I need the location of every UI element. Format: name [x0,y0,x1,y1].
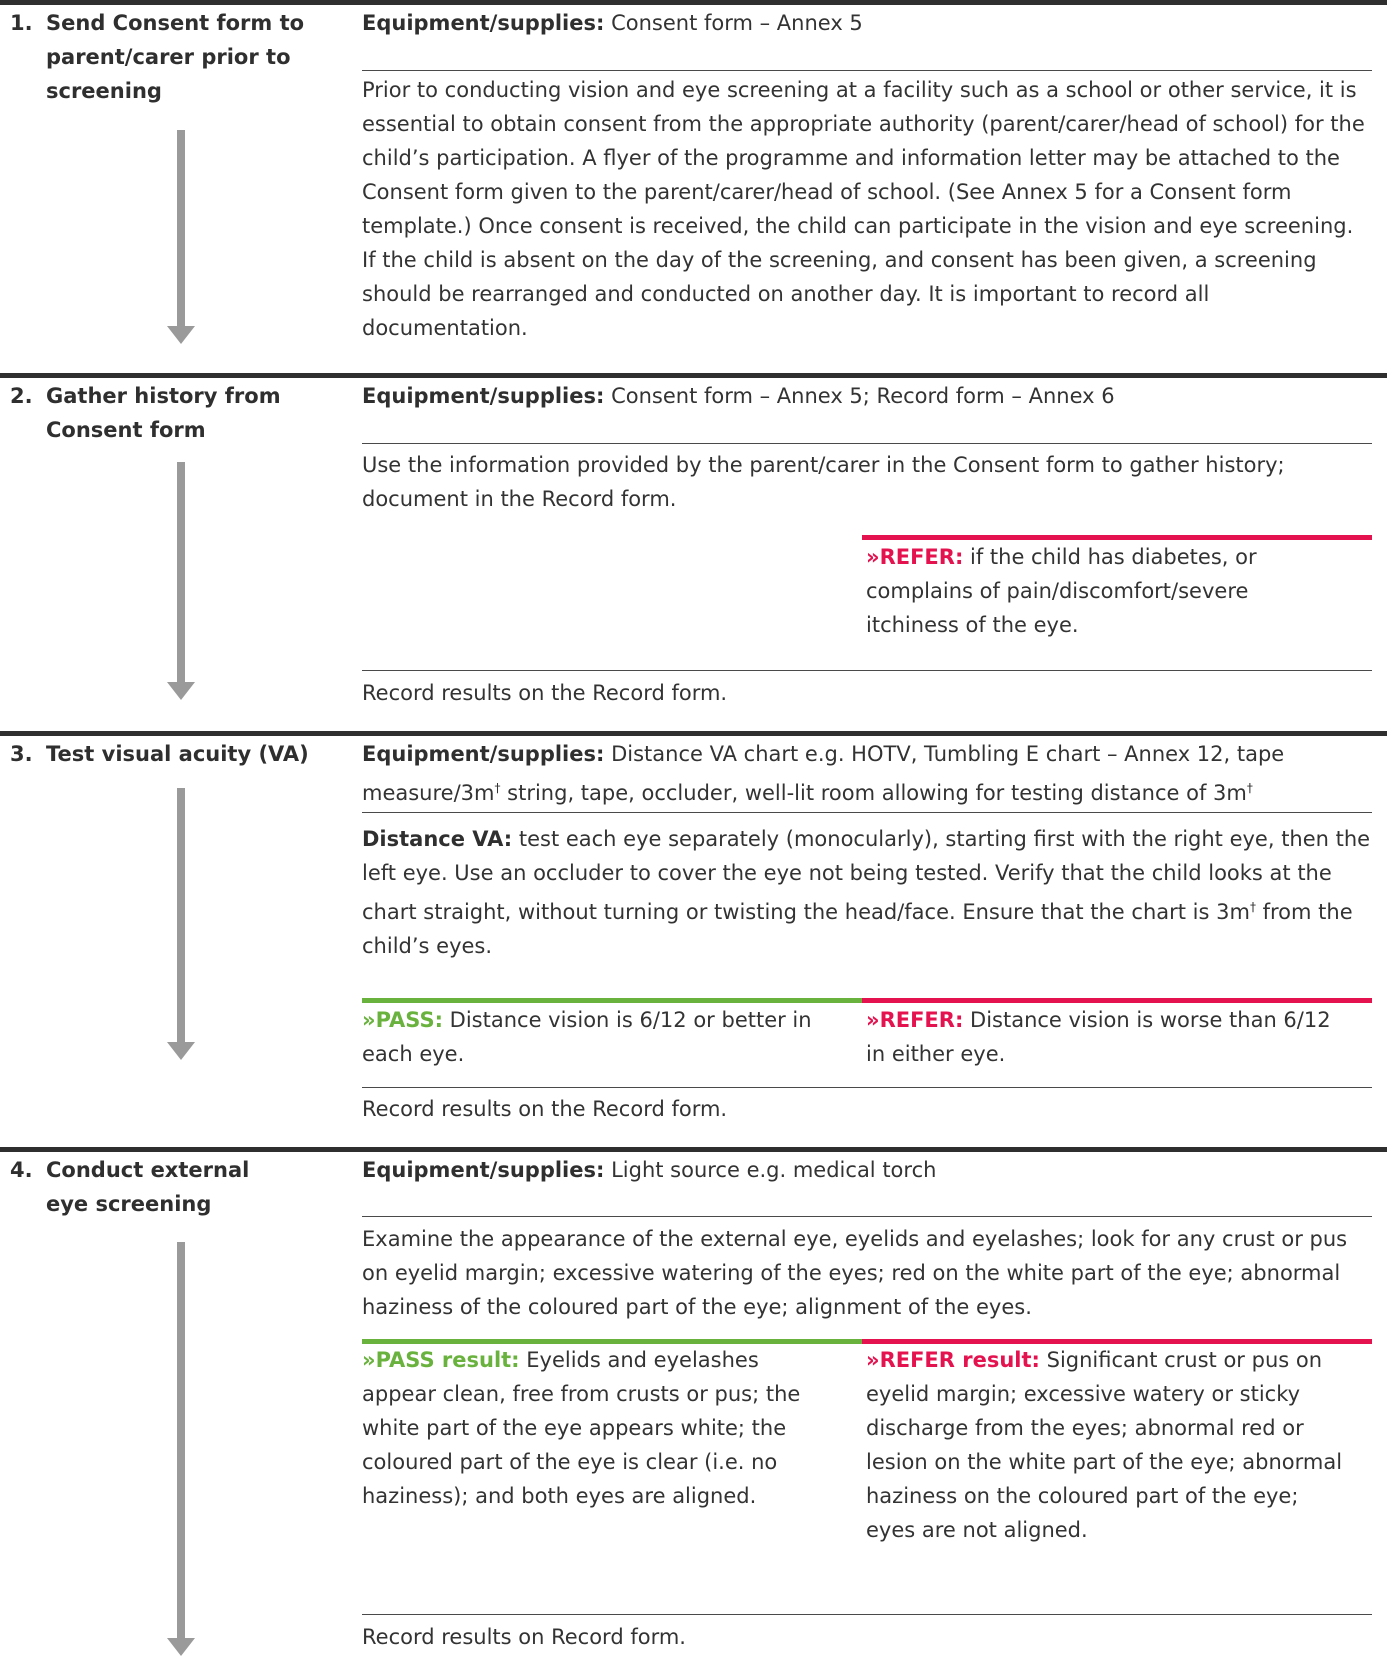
step-4-record: Record results on Record form. [362,1625,686,1649]
step-4-pass: »PASS result: Eyelids and eyelashes appear clean, free from crusts or pus; the white part of the eye appears white; the coloured part of the eye is clear (i.e. no haziness); and both eyes are aligned. [362,1348,801,1508]
down-arrow-icon [169,788,193,1062]
step-2-top-rule [0,373,1387,378]
step-4-body: Examine the appearance of the external eye, eyelids and eyelashes; look for any crust or pus on eyelid margin; excessive watering of the eyes; red on the white part of the eye; abnormal haziness of the coloured part of the eye; alignment of the eyes. [362,1227,1348,1319]
step-2-body: Use the information provided by the parent/carer in the Consent form to gather history; document in the Record form. [362,453,1285,511]
step-1-number: 1. [10,11,33,35]
step-3-refer: »REFER: Distance vision is worse than 6/12 in either eye. [866,1008,1331,1066]
step-4-equipment: Equipment/supplies: Light source e.g. medical torch [362,1158,937,1182]
step-3-number: 3. [10,742,33,766]
step-3-pass: »PASS: Distance vision is 6/12 or better in each eye. [362,1008,812,1066]
divider [362,70,1372,71]
step-3-title-text: Test visual acuity (VA) [46,742,309,766]
down-arrow-icon [169,1242,193,1658]
step-1-body: Prior to conducting vision and eye screening at a facility such as a school or other service, it is essential to obtain consent from the appropriate authority (parent/carer/head of school) for the child’s participation. A flyer of the programme and information letter may be attached to the Consent form given to the parent/carer/head of school. (See Annex 5 for a Consent form template.) Once consent is received, the child can participate in the vision and eye screening. If the child is absent on the day of the screening, and consent has been given, a screening should be rearranged and conducted on another day. It is important to record all documentation. [362,78,1365,340]
down-arrow-icon [169,462,193,702]
step-2-record: Record results on the Record form. [362,681,728,705]
step-4-refer: »REFER result: Significant crust or pus on eyelid margin; excessive watery or sticky discharge from the eyes; abnormal red or lesion on the white part of the eye; abnormal haziness on the coloured part of the eye; eyes are not aligned. [866,1348,1343,1542]
step-3-body: Distance VA: test each eye separately (monocularly), starting first with the right eye, then the left eye. Use an occluder to cover the eye not being tested. Verify that the child looks at the chart straight, without turning or twisting the head/face. Ensure that the chart is 3m† from the child’s eyes. [362,827,1371,958]
down-arrow-icon [169,130,193,346]
step-4-top-rule [0,1147,1387,1152]
step-2-equipment: Equipment/supplies: Consent form – Annex 5; Record form – Annex 6 [362,384,1115,408]
divider [362,1216,1372,1217]
step-4-title-text: Conduct external eye screening [46,1158,250,1216]
step-3-top-rule [0,731,1387,736]
step-2-number: 2. [10,384,33,408]
step-2-title-text: Gather history from Consent form [46,384,281,442]
step-3-equipment: Equipment/supplies: Distance VA chart e.g. HOTV, Tumbling E chart – Annex 12, tape measure/3m† string, tape, occluder, well-lit room allowing for testing distance of 3m† [362,742,1285,805]
step-1-title-text: Send Consent form to parent/carer prior to screening [46,11,305,103]
step-1-top-rule [0,0,1387,5]
divider [362,1087,1372,1088]
step-4-number: 4. [10,1158,33,1182]
divider [362,670,1372,671]
step-3-record: Record results on the Record form. [362,1097,728,1121]
step-1-equipment: Equipment/supplies: Consent form – Annex 5 [362,11,863,35]
step-2-refer: »REFER: if the child has diabetes, or complains of pain/discomfort/severe itchiness of the eye. [866,545,1257,637]
divider [362,1614,1372,1615]
divider [362,812,1372,813]
divider [362,443,1372,444]
